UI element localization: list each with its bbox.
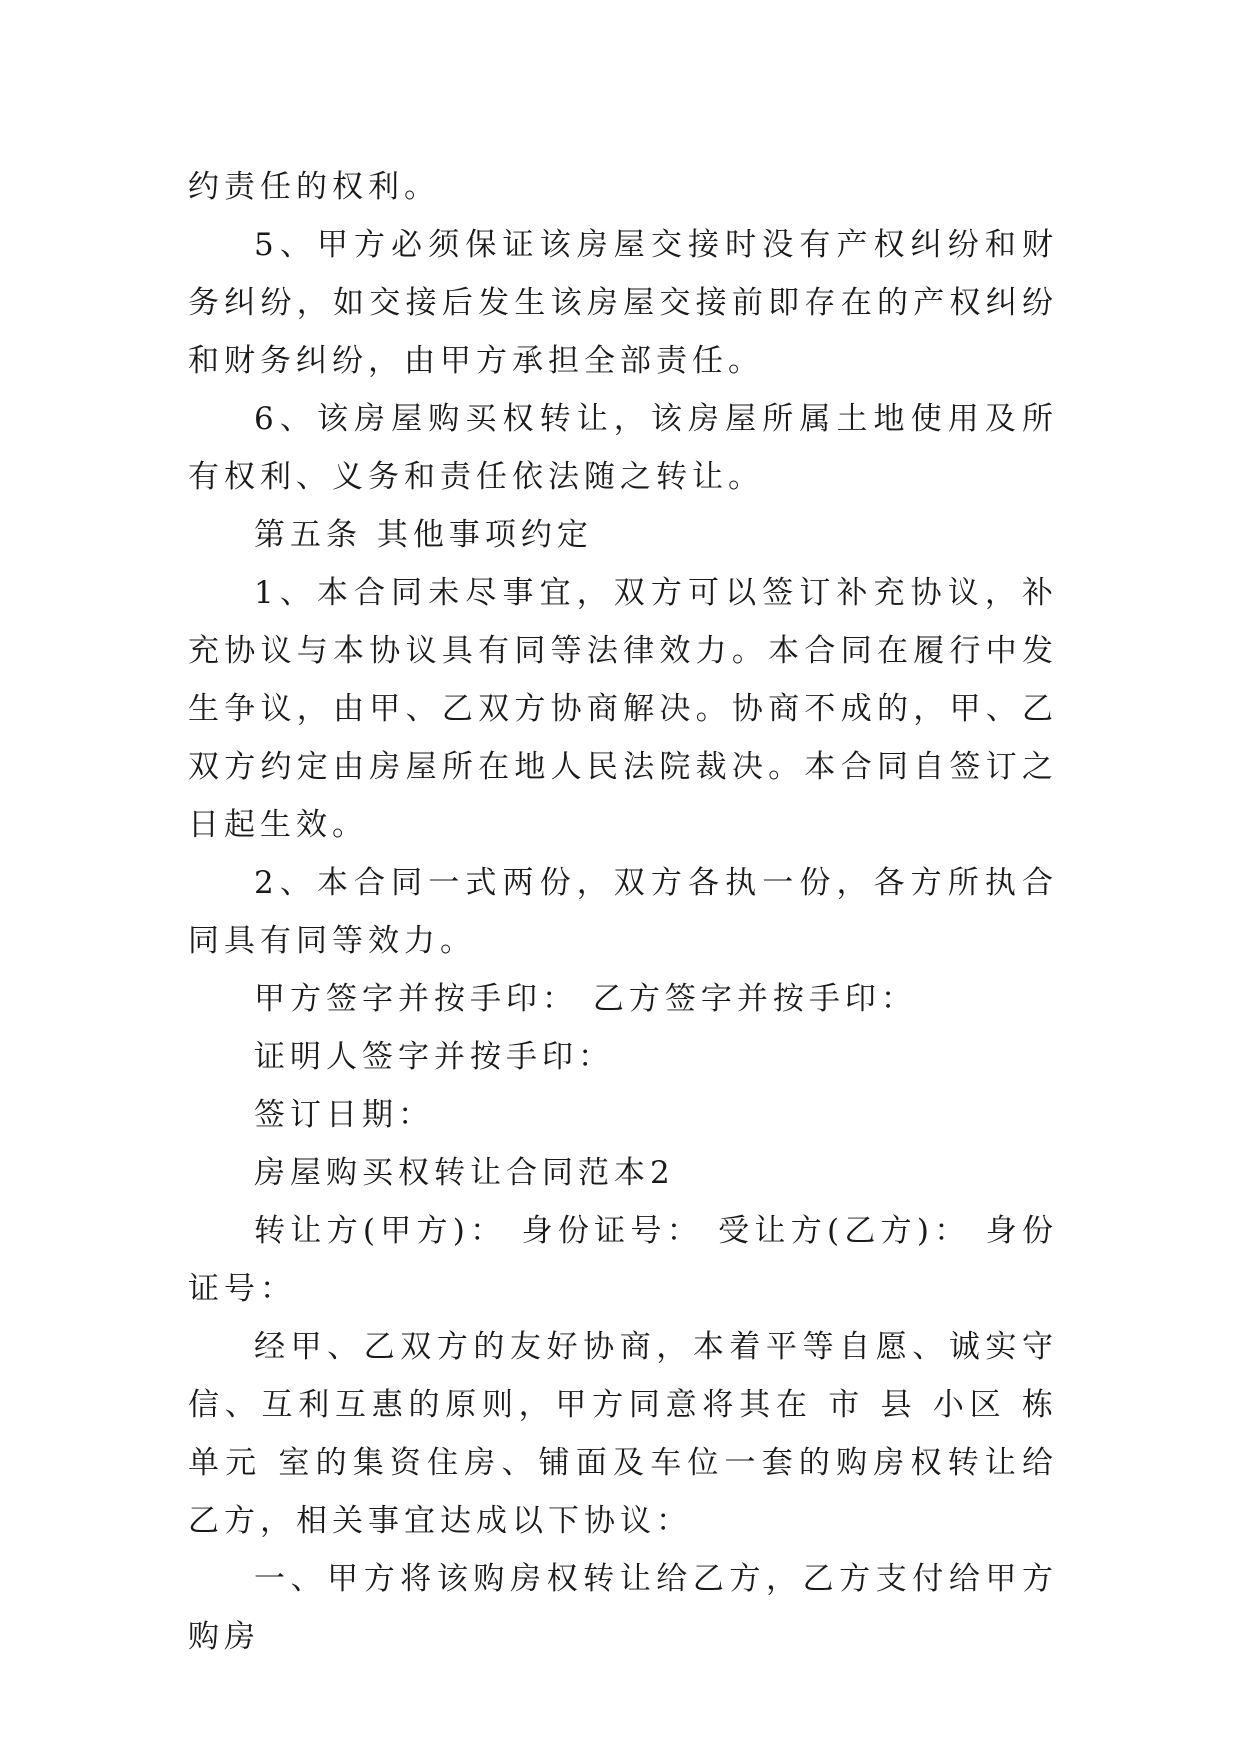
- template-title-2: 房屋购买权转让合同范本2: [254, 1155, 675, 1191]
- signature-line-parties: 甲方签字并按手印： 乙方签字并按手印：: [254, 981, 917, 1017]
- paragraph-other-1: 1、本合同未尽事宜，双方可以签订补充协议，补充协议与本协议具有同等法律效力。本合同在履行中发生争议，由甲、乙双方协商解决。协商不成的，甲、乙双方约定由房屋所在地人民法院裁决。本合同自签订之日起生效。: [188, 575, 1058, 843]
- section-heading-article-5: 第五条 其他事项约定: [254, 517, 593, 553]
- parties-info-line: 转让方(甲方)： 身份证号： 受让方(乙方)： 身份证号：: [188, 1213, 1058, 1307]
- paragraph-continuation: 约责任的权利。: [188, 169, 440, 205]
- document-body: [188, 158, 1058, 1666]
- paragraph-agreement-intro: 经甲、乙双方的友好协商，本着平等自愿、诚实守信、互利互惠的原则，甲方同意将其在 市 县 小区 栋 单元 室的集资住房、铺面及车位一套的购房权转让给乙方，相关事宜达成以下协议：: [188, 1329, 1058, 1539]
- paragraph-other-2: 2、本合同一式两份，双方各执一份，各方所执合同具有同等效力。: [188, 865, 1058, 959]
- signing-date-line: 签订日期：: [254, 1097, 434, 1133]
- paragraph-clause-6: 6、该房屋购买权转让，该房屋所属土地使用及所有权利、义务和责任依法随之转让。: [188, 401, 1058, 495]
- paragraph-item-1: 一、甲方将该购房权转让给乙方，乙方支付给甲方购房: [188, 1561, 1058, 1655]
- paragraph-clause-5: 5、甲方必须保证该房屋交接时没有产权纠纷和财务纠纷，如交接后发生该房屋交接前即存在的产权纠纷和财务纠纷，由甲方承担全部责任。: [188, 227, 1058, 379]
- signature-line-witness: 证明人签字并按手印：: [254, 1039, 614, 1075]
